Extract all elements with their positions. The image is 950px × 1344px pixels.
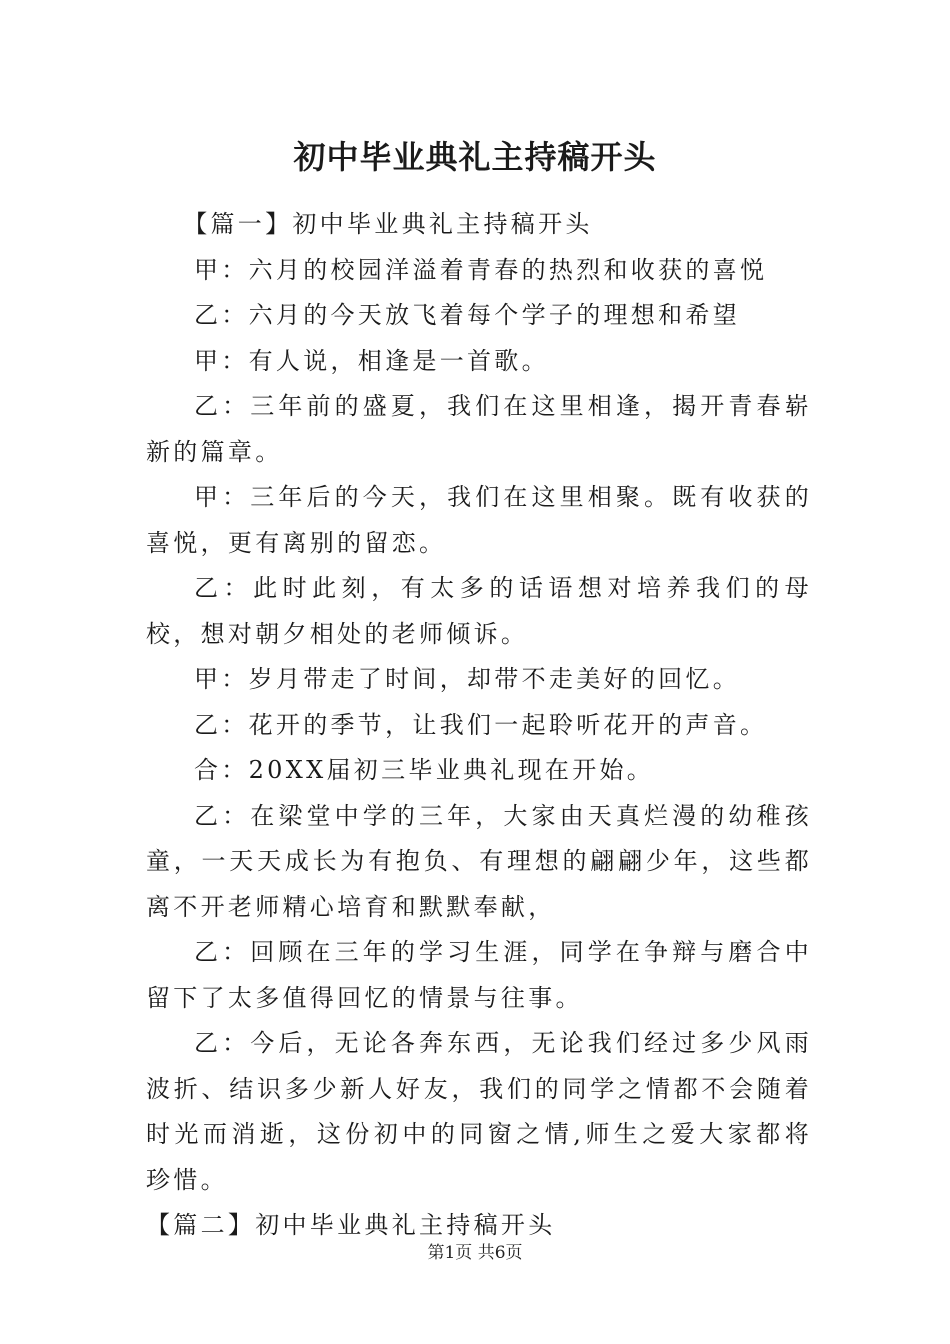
paragraph: 乙：在梁堂中学的三年，大家由天真烂漫的幼稚孩童，一天天成长为有抱负、有理想的翩翩少年，这些都离不开老师精心培育和默默奉献， bbox=[146, 801, 812, 921]
paragraph: 乙：花开的季节，让我们一起聆听花开的声音。 bbox=[194, 710, 768, 739]
page-title: 初中毕业典礼主持稿开头 bbox=[293, 138, 657, 176]
document-body bbox=[146, 202, 812, 1249]
paragraph: 甲：岁月带走了时间，却带不走美好的回忆。 bbox=[194, 665, 740, 693]
paragraph: 甲：六月的校园洋溢着青春的热烈和收获的喜悦 bbox=[194, 255, 768, 284]
paragraph: 合：20XX届初三毕业典礼现在开始。 bbox=[194, 756, 655, 784]
paragraph: 乙：今后，无论各奔东西，无论我们经过多少风雨波折、结识多少新人好友，我们的同学之情都不会随着时光而消逝，这份初中的同窗之情,师生之爱大家都将珍惜。 bbox=[146, 1029, 812, 1194]
paragraph: 乙：回顾在三年的学习生涯，同学在争辩与磨合中留下了太多值得回忆的情景与往事。 bbox=[146, 938, 812, 1012]
paragraph: 乙：六月的今天放飞着每个学子的理想和希望 bbox=[194, 301, 740, 329]
paragraph: 甲：三年后的今天，我们在这里相聚。既有收获的喜悦，更有离别的留恋。 bbox=[146, 483, 812, 557]
section-heading-2: 【篇二】初中毕业典礼主持稿开头 bbox=[146, 1211, 556, 1239]
paragraph: 乙：三年前的盛夏，我们在这里相逢，揭开青春崭新的篇章。 bbox=[146, 392, 812, 466]
page-footer: 第1页 共6页 bbox=[427, 1243, 523, 1263]
paragraph: 甲：有人说，相逢是一首歌。 bbox=[194, 346, 549, 375]
section-heading-1: 【篇一】初中毕业典礼主持稿开头 bbox=[183, 210, 593, 238]
paragraph: 乙：此时此刻，有太多的话语想对培养我们的母校，想对朝夕相处的老师倾诉。 bbox=[146, 574, 812, 648]
